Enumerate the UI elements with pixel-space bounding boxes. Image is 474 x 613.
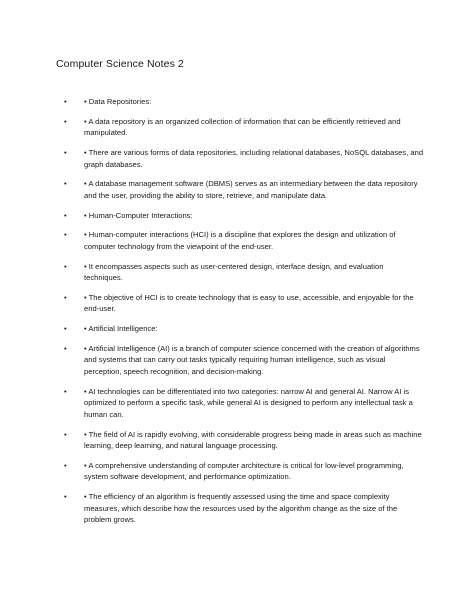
list-item-text: • There are various forms of data repositories, including relational databases, NoSQL databases, and graph databases. <box>84 147 424 169</box>
list-item <box>64 491 424 526</box>
list-item <box>64 460 424 483</box>
bullet-marker: • <box>64 147 67 157</box>
list-item <box>64 292 424 315</box>
list-item <box>64 429 424 452</box>
list-item <box>64 147 424 170</box>
list-item <box>64 210 424 222</box>
list-item <box>64 178 424 201</box>
list-item-text: • The efficiency of an algorithm is frequently assessed using the time and space complexity measures, which describe how the resources used by the algorithm change as the size of the problem grows. <box>84 492 398 525</box>
bullet-marker: • <box>64 292 67 302</box>
list-item-text: • A data repository is an organized collection of information that can be efficiently retrieved and manipulated. <box>84 116 401 138</box>
list-item-text: • Human-computer interactions (HCI) is a discipline that explores the design and utilization of computer technology from the viewpoint of the end-user. <box>84 230 396 251</box>
list-item-text: • The field of AI is rapidly evolving, with considerable progress being made in areas such as machine learning, deep learning, and natural language processing. <box>84 429 422 451</box>
bullet-marker: • <box>64 429 67 439</box>
page-title: Computer Science Notes 2 <box>56 58 184 70</box>
bullet-marker: • <box>64 179 67 189</box>
bullet-marker: • <box>64 343 67 353</box>
bullet-marker: • <box>64 97 67 106</box>
list-item-text: • Artificial Intelligence: <box>84 324 158 334</box>
list-item <box>64 343 424 378</box>
bullet-marker: • <box>64 261 67 271</box>
list-item-text: • A database management software (DBMS) serves as an intermediary between the data repository and the user, providing the ability to store, retrieve, and manipulate data. <box>84 179 418 200</box>
bullet-marker: • <box>64 210 67 220</box>
list-item <box>64 386 424 421</box>
bullet-marker: • <box>64 386 67 396</box>
list-item-text: • AI technologies can be differentiated into two categories: narrow AI and general AI. Narrow AI is optimized to perform a specific task, while general AI is designed to perform any intellectual task a human can. <box>84 386 413 419</box>
list-item-text: • Human-Computer Interactions: <box>84 210 193 220</box>
list-item <box>64 229 424 252</box>
list-item-text: • It encompasses aspects such as user-centered design, interface design, and evaluation techniques. <box>84 261 384 283</box>
bullet-marker: • <box>64 230 67 240</box>
list-item <box>64 96 424 108</box>
bullet-marker: • <box>64 116 67 126</box>
list-item <box>64 323 424 335</box>
bullet-list <box>64 96 424 534</box>
list-item-text: • Artificial Intelligence (AI) is a branch of computer science concerned with the creation of algorithms and systems that can carry out tasks typically requiring human intelligence, such as visual perception, speech recognition, and decision-making. <box>84 343 420 376</box>
list-item <box>64 261 424 284</box>
list-item-text: • The objective of HCI is to create technology that is easy to use, accessible, and enjoyable for the end-user. <box>84 292 414 314</box>
bullet-marker: • <box>64 460 67 470</box>
list-item-text: • Data Repositories: <box>84 97 152 106</box>
bullet-marker: • <box>64 492 67 502</box>
bullet-marker: • <box>64 324 67 334</box>
list-item-text: • A comprehensive understanding of computer architecture is critical for low-level programming, system software development, and performance optimization. <box>84 460 404 482</box>
list-item <box>64 116 424 139</box>
